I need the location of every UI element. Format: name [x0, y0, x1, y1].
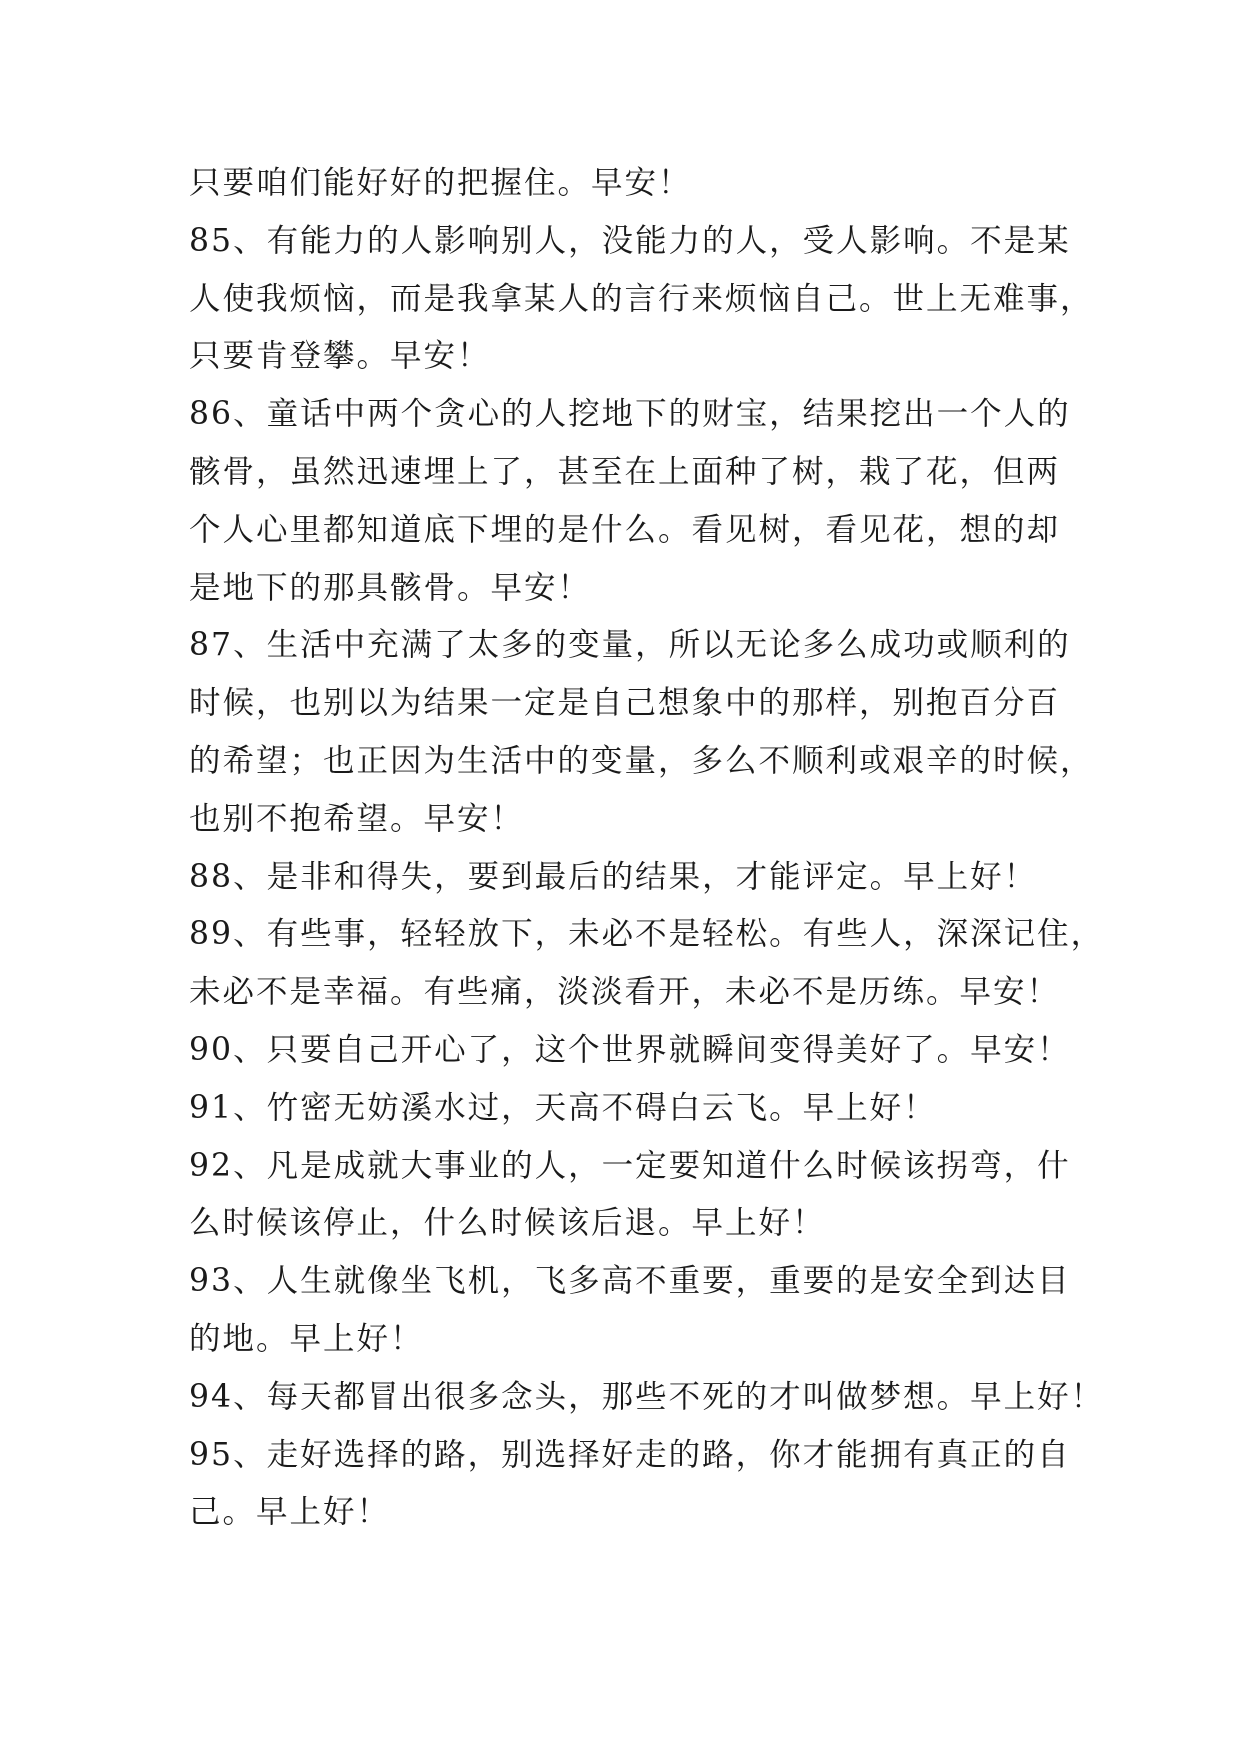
document-body: [189, 155, 1105, 1542]
text-line: 只要肯登攀。早安！: [189, 338, 491, 375]
text-line: 也别不抱希望。早安！: [189, 800, 525, 837]
text-line: 94、每天都冒出很多念头，那些不死的才叫做梦想。早上好！: [189, 1378, 1105, 1415]
text-line: 人使我烦恼，而是我拿某人的言行来烦恼自己。世上无难事，: [189, 280, 1094, 317]
text-line: 91、竹密无妨溪水过，天高不碍白云飞。早上好！: [189, 1089, 937, 1126]
text-line: 己。早上好！: [189, 1494, 391, 1531]
text-line: 92、凡是成就大事业的人，一定要知道什么时候该拐弯，什: [189, 1147, 1071, 1184]
text-line: 个人心里都知道底下埋的是什么。看见树，看见花，想的却: [189, 511, 1061, 548]
text-line: 88、是非和得失，要到最后的结果，才能评定。早上好！: [189, 858, 1038, 895]
text-line: 93、人生就像坐飞机，飞多高不重要，重要的是安全到达目: [189, 1263, 1071, 1300]
text-line: 是地下的那具骸骨。早安！: [189, 569, 592, 606]
text-line: 么时候该停止，什么时候该后退。早上好！: [189, 1205, 826, 1242]
text-line: 85、有能力的人影响别人，没能力的人，受人影响。不是某: [189, 222, 1071, 259]
text-line: 95、走好选择的路，别选择好走的路，你才能拥有真正的自: [189, 1436, 1071, 1473]
text-line: 90、只要自己开心了，这个世界就瞬间变得美好了。早安！: [189, 1031, 1071, 1068]
text-line: 86、童话中两个贪心的人挖地下的财宝，结果挖出一个人的: [189, 396, 1071, 433]
text-line: 的希望；也正因为生活中的变量，多么不顺利或艰辛的时候，: [189, 742, 1094, 779]
text-line: 89、有些事，轻轻放下，未必不是轻松。有些人，深深记住，: [189, 916, 1105, 953]
text-line: 未必不是幸福。有些痛，淡淡看开，未必不是历练。早安！: [189, 974, 1061, 1011]
text-line: 时候，也别以为结果一定是自己想象中的那样，别抱百分百: [189, 685, 1061, 722]
text-line: 只要咱们能好好的把握住。早安！: [189, 165, 692, 201]
text-line: 87、生活中充满了太多的变量，所以无论多么成功或顺利的: [189, 627, 1071, 664]
text-line: 骸骨，虽然迅速埋上了，甚至在上面种了树，栽了花，但两: [189, 453, 1061, 490]
text-line: 的地。早上好！: [189, 1320, 424, 1357]
